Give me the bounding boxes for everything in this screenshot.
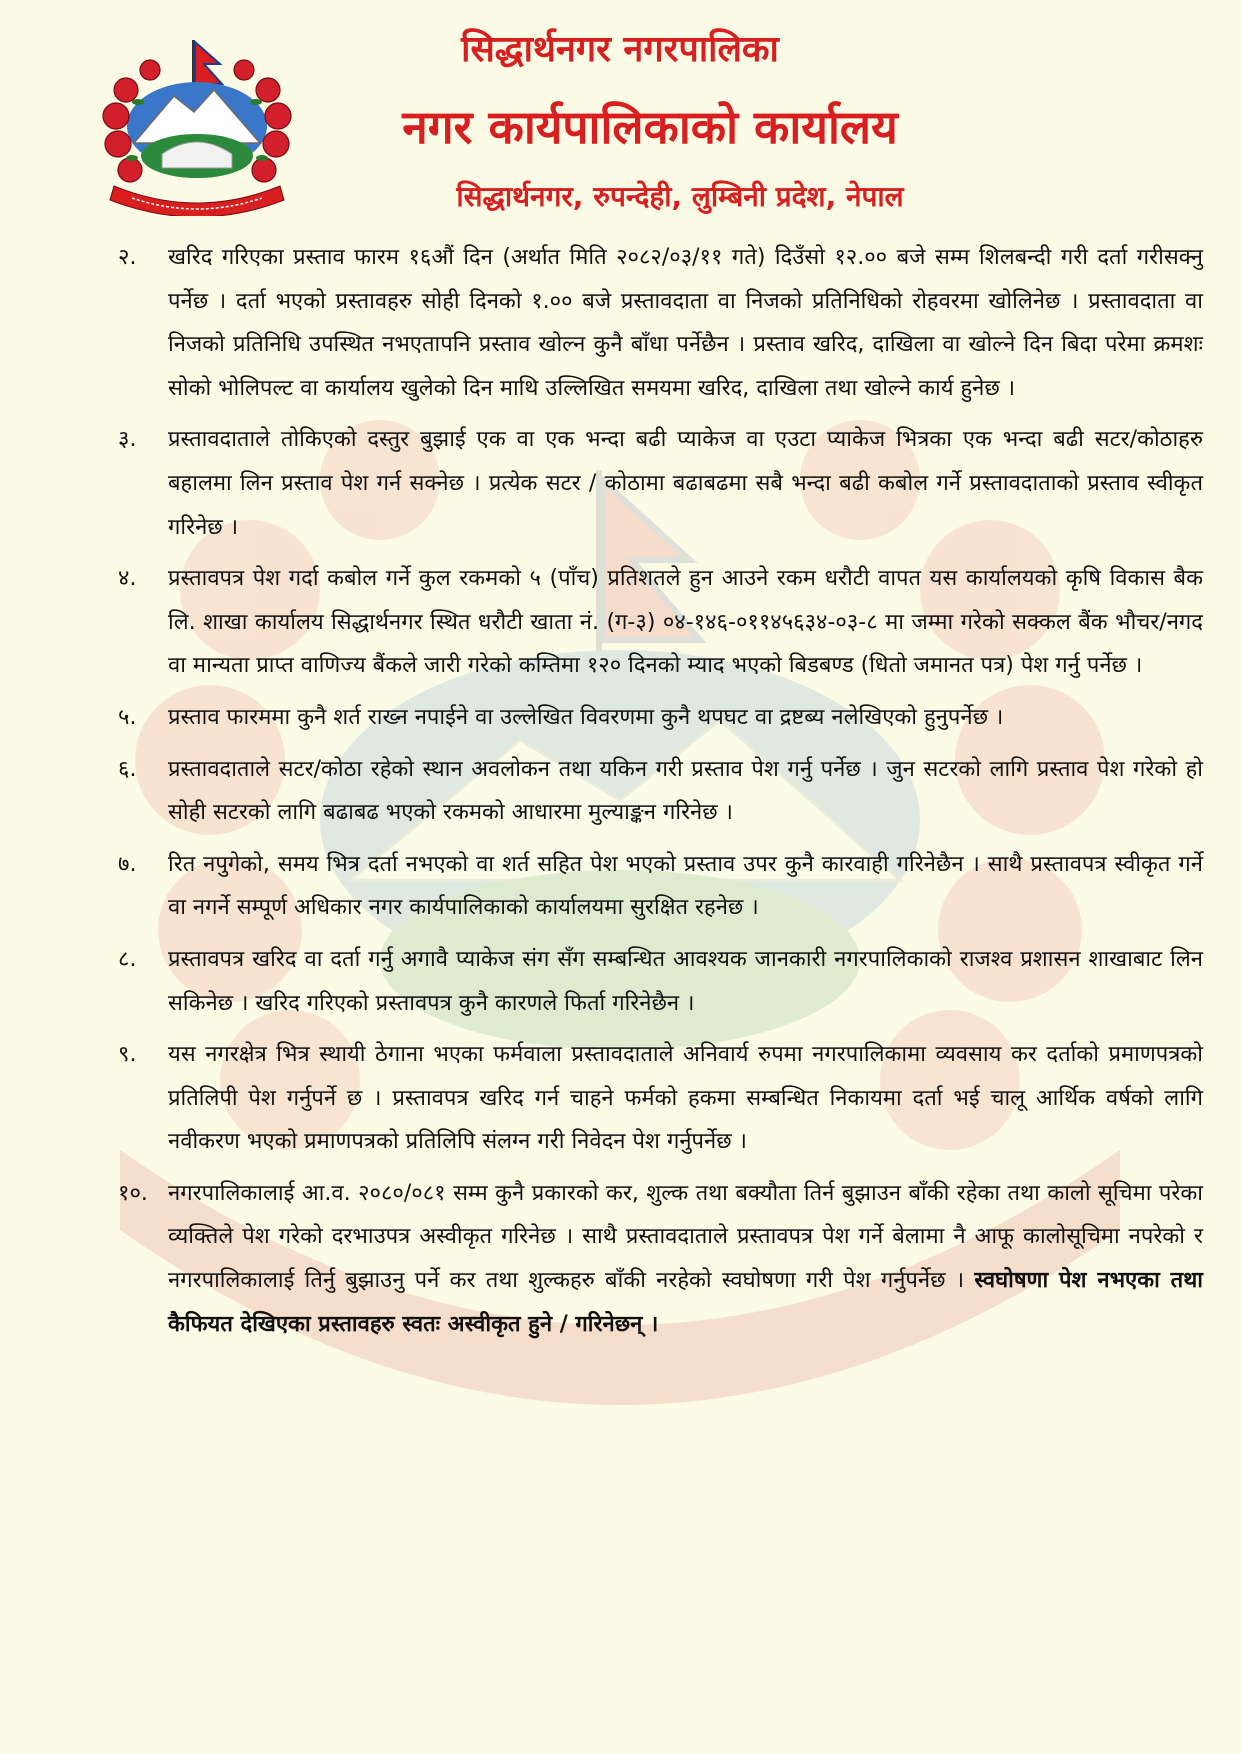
clause-10	[118, 1172, 1203, 1346]
clause-5	[118, 696, 1203, 740]
clause-number: ६.	[118, 756, 137, 782]
clause-text: यस नगरक्षेत्र भित्र स्थायी ठेगाना भएका फर्मवाला प्रस्तावदाताले अनिवार्य रुपमा नगरपालिकामा व्यवसाय कर दर्ताको प्रमाणपत्रको प्रतिलिपी पेश गर्नुपर्ने छ । प्रस्तावपत्र खरिद गर्न चाहने फर्मको हकमा सम्बन्धित निकायमा दर्ता भई चालू आर्थिक वर्षको लागि नवीकरण भएको प्रमाणपत्रको प्रतिलिपि संलग्न गरी निवेदन पेश गर्नुपर्नेछ ।	[168, 1042, 1203, 1155]
clause-number: ९.	[118, 1042, 137, 1068]
clause-text: प्रस्तावदाताले तोकिएको दस्तुर बुझाई एक वा एक भन्दा बढी प्याकेज वा एउटा प्याकेज भित्रका एक भन्दा बढी सटर/कोठाहरु बहालमा लिन प्रस्ताव पेश गर्न सक्नेछ । प्रत्येक सटर / कोठामा बढाबढमा सबै भन्दा बढी कबोल गर्ने प्रस्तावदाताको प्रस्ताव स्वीकृत गरिनेछ ।	[168, 427, 1203, 540]
clause-2	[118, 236, 1203, 410]
clause-3	[118, 418, 1203, 549]
clause-text: नगरपालिकालाई आ.व. २०८०/०८१ सम्म कुनै प्रकारको कर, शुल्क तथा बक्यौता तिर्न बुझाउन बाँकी रहेका तथा कालो सूचिमा परेका व्यक्तिले पेश गरेको दरभाउपत्र अस्वीकृत गरिनेछ । साथै प्रस्तावदाताले प्रस्तावपत्र पेश गर्ने बेलामा नै आफू कालोसूचिमा नपरेको र नगरपालिकालाई तिर्नु बुझाउनु पर्ने कर तथा शुल्कहरु बाँकी नरहेको स्वघोषणा गरी पेश गर्नुपर्नेछ ।	[168, 1180, 1203, 1294]
clause-number: ३.	[118, 427, 137, 453]
clause-number: १०.	[118, 1180, 148, 1206]
clause-4	[118, 557, 1203, 688]
clause-number: ४.	[118, 566, 137, 592]
clause-bold-note: स्वघोषणा पेश नभएका तथा कैफियत देखिएका प्रस्तावहरु स्वतः अस्वीकृत हुने / गरिनेछन् ।	[168, 1268, 1203, 1337]
clause-text: रित नपुगेको, समय भित्र दर्ता नभएको वा शर्त सहित पेश भएको प्रस्ताव उपर कुनै कारवाही गरिनेछैन । साथै प्रस्तावपत्र स्वीकृत गर्ने वा नगर्ने सम्पूर्ण अधिकार नगर कार्यपालिकाको कार्यालयमा सुरक्षित रहनेछ ।	[168, 851, 1203, 921]
clause-text: प्रस्तावपत्र पेश गर्दा कबोल गर्ने कुल रकमको ५ (पाँच) प्रतिशतले हुन आउने रकम धरौटी वापत यस कार्यालयको कृषि विकास बैक लि. शाखा कार्यालय सिद्धार्थनगर स्थित धरौटी खाता नं. (ग-३) ०४-१४६-०११४५६३४-०३-८ मा जम्मा गरेको सक्कल बैंक भौचर/नगद वा मान्यता प्राप्त वाणिज्य बैंकले जारी गरेको कम्तिमा १२० दिनको म्याद भएको बिडबण्ड (धितो जमानत पत्र) पेश गर्नु पर्नेछ ।	[168, 566, 1203, 679]
municipality-name: सिद्धार्थनगर नगरपालिका	[461, 29, 779, 70]
terms-list	[118, 236, 1203, 1354]
clause-number: ७.	[118, 851, 137, 877]
clause-7	[118, 843, 1203, 930]
clause-number: ५.	[118, 704, 137, 730]
office-name: नगर कार्यपालिकाको कार्यालय	[402, 100, 898, 154]
clause-6	[118, 748, 1203, 835]
clause-text: प्रस्तावदाताले सटर/कोठा रहेको स्थान अवलोकन तथा यकिन गरी प्रस्ताव पेश गर्नु पर्नेछ । जुन सटरको लागि प्रस्ताव पेश गरेको हो सोही सटरको लागि बढाबढ भएको रकमको आधारमा मुल्याङ्कन गरिनेछ ।	[168, 756, 1203, 826]
clause-text: प्रस्तावपत्र खरिद वा दर्ता गर्नु अगावै प्याकेज संग सँग सम्बन्धित आवश्यक जानकारी नगरपालिकाको राजश्व प्रशासन शाखाबाट लिन सकिनेछ । खरिद गरिएको प्रस्तावपत्र कुनै कारणले फिर्ता गरिनेछैन ।	[168, 946, 1203, 1016]
clause-number: ८.	[118, 946, 137, 972]
nepal-emblem-icon	[92, 38, 302, 216]
letterhead	[0, 0, 1241, 225]
clause-number: २.	[118, 245, 137, 270]
clause-8	[118, 938, 1203, 1025]
office-address: सिद्धार्थनगर, रुपन्देही, लुम्बिनी प्रदेश, नेपाल	[456, 180, 904, 213]
clause-text: प्रस्ताव फारममा कुनै शर्त राख्न नपाईने वा उल्लेखित विवरणमा कुनै थपघट वा द्रष्टब्य नलेखिएको हुनुपर्नेछ ।	[168, 704, 1004, 730]
clause-text-block	[168, 1172, 1203, 1346]
clause-text: खरिद गरिएका प्रस्ताव फारम १६औं दिन (अर्थात मिति २०८२/०३/११ गते) दिउँसो १२.०० बजे सम्म शिलबन्दी गरी दर्ता गरीसक्नु पर्नेछ । दर्ता भएको प्रस्तावहरु सोही दिनको १.०० बजे प्रस्तावदाता वा निजको प्रतिनिधिको रोहवरमा खोलिनेछ । प्रस्तावदाता वा निजको प्रतिनिधि उपस्थित नभएतापनि प्रस्ताव खोल्न कुनै बाँधा पर्नेछैन । प्रस्ताव खरिद, दाखिला वा खोल्ने दिन बिदा परेमा क्रमशः सोको भोलिपल्ट वा कार्यालय खुलेको दिन माथि उल्लिखित समयमा खरिद, दाखिला तथा खोल्ने कार्य हुनेछ ।	[168, 245, 1203, 401]
clause-9	[118, 1033, 1203, 1164]
